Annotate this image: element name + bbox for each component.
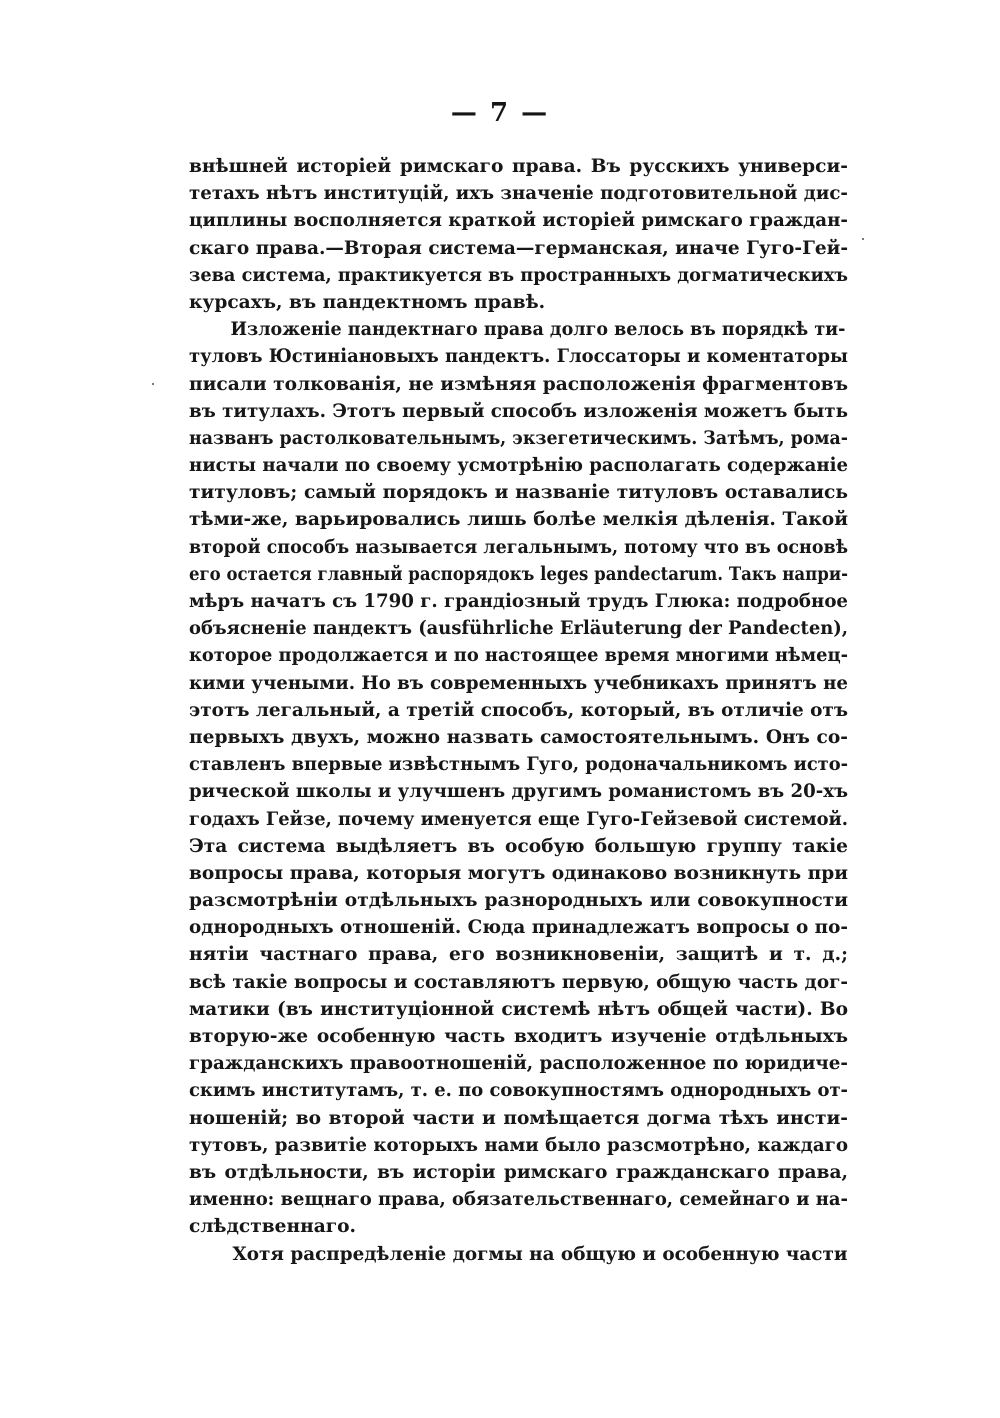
text-line: нисты начали по своему усмотрѣнію располагать содержаніе [189,455,848,477]
text-line: которое продолжается и по настоящее время многими нѣмец- [189,645,848,667]
text-line: однородныхъ отношеній. Сюда принадлежатъ вопросы о по- [189,917,848,939]
text-line: внѣшней исторіей римскаго права. Въ русскихъ универси- [189,156,848,177]
text-line: курсахъ, въ пандектномъ правѣ. [189,291,546,313]
text-line: матики (въ институціонной системѣ нѣтъ общей части). Во [189,998,848,1020]
text-line: титуловъ; самый порядокъ и названіе титуловъ оставались [189,482,848,504]
scan-speck [862,238,864,240]
text-line: вторую-же особенную часть входитъ изученіе отдѣльныхъ [189,1026,848,1047]
text-line: годахъ Гейзе, почему именуется еще Гуго-Гейзевой системой. [189,808,848,830]
text-line: объясненіе пандектъ (ausführliche Erläuterung der Pandecten), [189,618,848,640]
text-line: вопросы права, которыя могутъ одинаково возникнуть при [189,862,848,884]
text-line: этотъ легальный, а третій способъ, который, въ отличіе отъ [189,699,848,721]
scan-speck [152,383,154,385]
text-line: разсмотрѣніи отдѣльныхъ разнородныхъ или совокупности [189,890,848,912]
text-line: нятіи частнаго права, его возникновеніи, защитѣ и т. д.; [189,944,848,966]
page-number: — 7 — [450,98,550,128]
text-line: его остается главный распорядокъ leges pandectarum. Такъ напри- [189,563,848,585]
text-line: тутовъ, развитіе которыхъ нами было разсмотрѣно, каждаго [189,1134,848,1156]
text-line: въ отдѣльности, въ исторіи римскаго гражданскаго права, [189,1161,848,1183]
text-line: мѣръ начатъ съ 1790 г. грандіозный трудъ Глюка: подробное [189,591,848,612]
text-line: кими учеными. Но въ современныхъ учебникахъ принятъ не [189,672,848,694]
text-line: циплины восполняется краткой исторіей римскаго граждан- [189,210,848,232]
text-line: именно: вещнаго права, обязательственнаго, семейнаго и на- [189,1189,848,1211]
text-line: писали толкованія, не измѣняя расположенія фрагментовъ [189,373,848,395]
text-line: первыхъ двухъ, можно назвать самостоятельнымъ. Онъ со- [189,726,848,748]
text-line: ставленъ впервые извѣстнымъ Гуго, родоначальникомъ исто- [189,754,848,776]
paragraph-start-line: Хотя распредѣленіе догмы на общую и особенную части [232,1243,848,1265]
text-line: рической школы и улучшенъ другимъ романистомъ въ 20-хъ [189,781,848,803]
text-line: тѣми-же, варьировались лишь болѣе мелкія дѣленія. Такой [189,509,848,531]
text-line: названъ растолковательнымъ, экзегетическимъ. Затѣмъ, рома- [189,427,848,449]
paragraph-start-line: Изложеніе пандектнаго права долго велось въ порядкѣ ти- [230,319,846,341]
text-line: второй способъ называется легальнымъ, потому что въ основѣ [189,536,848,558]
text-line: слѣдственнаго. [189,1216,357,1238]
text-line: ношеній; во второй части и помѣщается догма тѣхъ инсти- [189,1107,848,1129]
text-line: въ титулахъ. Этотъ первый способъ изложенія можетъ быть [189,400,848,422]
text-line: Эта система выдѣляетъ въ особую большую группу такіе [189,835,848,857]
body-text [189,153,848,1268]
text-line: тетахъ нѣтъ институцій, ихъ значеніе подготовительной дис- [189,183,848,205]
text-line: зева система, практикуется въ пространныхъ догматическихъ [189,264,848,286]
text-line: гражданскихъ правоотношеній, расположенное по юридиче- [189,1053,848,1075]
text-line: всѣ такіе вопросы и составляютъ первую, общую часть дог- [189,971,848,993]
text-line: скимъ институтамъ, т. е. по совокупностямъ однородныхъ от- [189,1080,848,1102]
text-line: туловъ Юстиніановыхъ пандектъ. Глоссаторы и коментаторы [189,346,848,368]
text-line: скаго права.—Вторая система—германская, иначе Гуго-Гей- [189,237,848,259]
